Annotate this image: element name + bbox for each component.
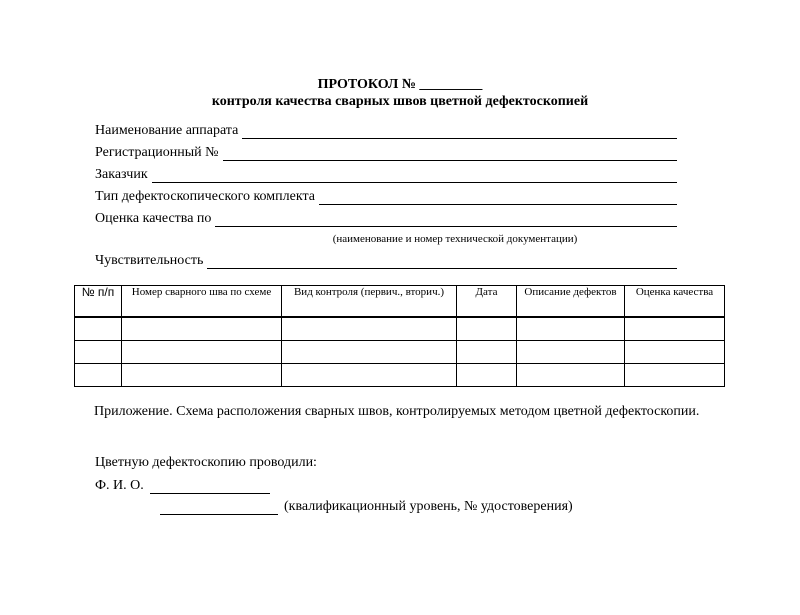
qualification-blank (160, 501, 278, 515)
field-quality-by (95, 209, 677, 227)
field-kit-type-blank (319, 191, 677, 205)
fio-label: Ф. И. О. (95, 478, 144, 493)
field-customer-label: Заказчик (95, 167, 148, 182)
table-cell (517, 341, 625, 364)
field-quality-by-blank (215, 213, 677, 227)
table-row (75, 364, 725, 387)
field-kit-type-label: Тип дефектоскопического комплекта (95, 189, 315, 204)
field-customer-blank (152, 169, 677, 183)
performed-by-label: Цветную дефектоскопию проводили: (95, 455, 317, 470)
fio-blank (150, 480, 270, 494)
field-kit-type (95, 187, 677, 205)
header-number: № п/п (75, 286, 122, 318)
table-cell (75, 317, 122, 341)
field-apparatus-blank (242, 125, 677, 139)
field-customer (95, 165, 677, 183)
table-row (75, 317, 725, 341)
field-registration-label: Регистрационный № (95, 145, 219, 160)
table-row (75, 341, 725, 364)
header-weld-number: Номер сварного шва по схеме (122, 286, 282, 318)
table-cell (625, 317, 725, 341)
table-cell (457, 364, 517, 387)
table-cell (457, 317, 517, 341)
results-table (74, 285, 725, 387)
table-cell (625, 341, 725, 364)
table-cell (122, 341, 282, 364)
field-apparatus (95, 121, 677, 139)
table-cell (75, 364, 122, 387)
qualification-label: (квалификационный уровень, № удостоверения) (284, 499, 573, 514)
appendix-paragraph (74, 399, 724, 424)
appendix-text: Приложение. Схема расположения сварных швов, контролируемых методом цветной дефектоскопии. (94, 404, 700, 419)
header-defects: Описание дефектов (517, 286, 625, 318)
field-quality-by-label: Оценка качества по (95, 211, 212, 226)
header-control-type: Вид контроля (первич., вторич.) (282, 286, 457, 318)
field-sensitivity-label: Чувствительность (95, 253, 204, 268)
table-cell (517, 317, 625, 341)
field-registration (95, 143, 677, 161)
document-title: ПРОТОКОЛ № _________ (317, 77, 483, 92)
table-header-row (75, 286, 725, 318)
header-quality: Оценка качества (625, 286, 725, 318)
table-cell (122, 364, 282, 387)
fio-field (95, 478, 270, 494)
table-cell (282, 317, 457, 341)
field-apparatus-label: Наименование аппарата (95, 123, 239, 138)
field-quality-hint: (наименование и номер технической документации) (332, 233, 578, 245)
table-cell (517, 364, 625, 387)
qualification-field (160, 499, 573, 515)
table-cell (282, 341, 457, 364)
document-subtitle: контроля качества сварных швов цветной дефектоскопией (211, 94, 589, 109)
table-cell (122, 317, 282, 341)
field-sensitivity-blank (207, 255, 677, 269)
table-cell (75, 341, 122, 364)
table-cell (457, 341, 517, 364)
field-registration-blank (223, 147, 678, 161)
table-cell (282, 364, 457, 387)
header-date: Дата (457, 286, 517, 318)
table-cell (625, 364, 725, 387)
field-sensitivity (95, 251, 677, 269)
